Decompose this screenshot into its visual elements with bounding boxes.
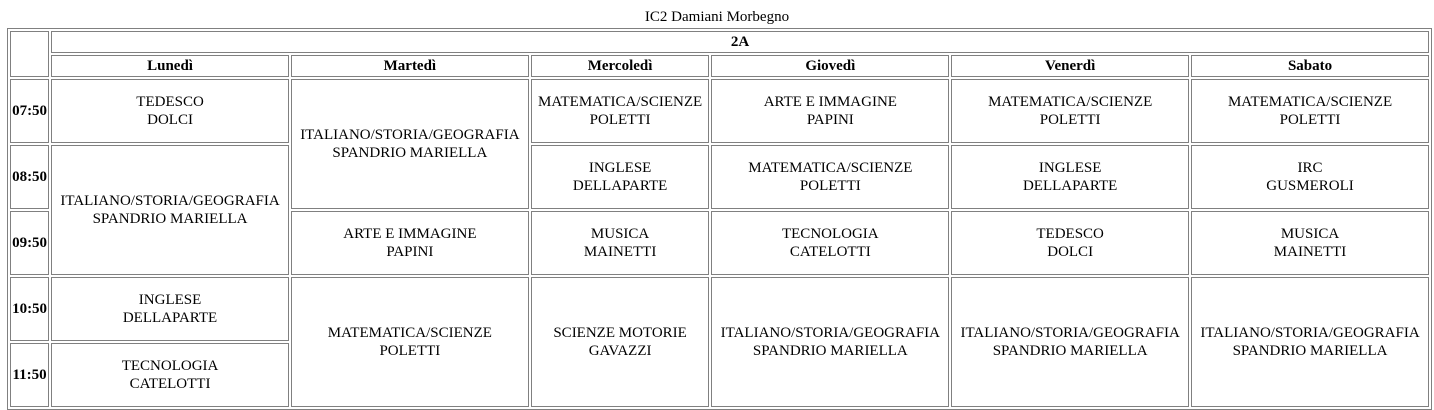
lesson-cell [51, 145, 289, 275]
lesson-subject: MUSICA [590, 226, 650, 242]
lesson-cell [531, 145, 710, 209]
lesson-subject: TECNOLOGIA [781, 226, 879, 242]
lesson-subject: ITALIANO/STORIA/GEOGRAFIA [300, 127, 520, 143]
lesson-cell [711, 79, 949, 143]
lesson-teacher: MAINETTI [583, 244, 657, 260]
lesson-subject: INGLESE [1038, 160, 1102, 176]
lesson-teacher: SPANDRIO MARIELLA [92, 211, 248, 227]
lesson-teacher: SPANDRIO MARIELLA [1232, 343, 1388, 359]
time-label: 11:50 [10, 343, 49, 407]
lesson-subject: SCIENZE MOTORIE [553, 325, 687, 341]
lesson-cell [711, 277, 949, 407]
lesson-cell [531, 277, 710, 407]
lesson-cell [711, 145, 949, 209]
lesson-subject: MUSICA [1280, 226, 1340, 242]
lesson-cell [1191, 277, 1429, 407]
day-header-saturday: Sabato [1191, 55, 1429, 77]
lesson-subject: MATEMATICA/SCIENZE [538, 94, 703, 110]
day-header-tuesday: Martedì [291, 55, 529, 77]
lesson-teacher: POLETTI [1279, 112, 1341, 128]
lesson-cell [1191, 211, 1429, 275]
day-header-wednesday: Mercoledì [531, 55, 710, 77]
lesson-cell [531, 79, 710, 143]
lesson-subject: ARTE E IMMAGINE [763, 94, 897, 110]
lesson-teacher: DOLCI [1047, 244, 1094, 260]
lesson-cell [291, 79, 529, 209]
lesson-cell [951, 277, 1189, 407]
lesson-subject: INGLESE [138, 292, 202, 308]
lesson-teacher: DELLAPARTE [572, 178, 668, 194]
time-label: 08:50 [10, 145, 49, 209]
day-header-friday: Venerdì [951, 55, 1189, 77]
lesson-cell [51, 277, 289, 341]
lesson-teacher: DELLAPARTE [1022, 178, 1118, 194]
time-label: 09:50 [10, 211, 49, 275]
day-header-monday: Lunedì [51, 55, 289, 77]
lesson-teacher: POLETTI [589, 112, 651, 128]
lesson-subject: ITALIANO/STORIA/GEOGRAFIA [60, 193, 280, 209]
lesson-subject: ITALIANO/STORIA/GEOGRAFIA [1200, 325, 1420, 341]
lesson-teacher: CATELOTTI [129, 376, 211, 392]
lesson-subject: ITALIANO/STORIA/GEOGRAFIA [960, 325, 1180, 341]
time-label: 07:50 [10, 79, 49, 143]
lesson-cell [291, 211, 529, 275]
lesson-teacher: SPANDRIO MARIELLA [992, 343, 1148, 359]
lesson-teacher: MAINETTI [1273, 244, 1347, 260]
lesson-subject: IRC [1297, 160, 1323, 176]
lesson-teacher: PAPINI [806, 112, 854, 128]
lesson-teacher: POLETTI [1039, 112, 1101, 128]
day-header-thursday: Giovedì [711, 55, 949, 77]
lesson-teacher: DOLCI [147, 112, 193, 128]
lesson-teacher: POLETTI [379, 343, 441, 359]
lesson-subject: TECNOLOGIA [121, 358, 219, 374]
lesson-subject: TEDESCO [1036, 226, 1104, 242]
lesson-cell [951, 145, 1189, 209]
lesson-teacher: POLETTI [799, 178, 861, 194]
lesson-cell [1191, 79, 1429, 143]
lesson-cell [291, 277, 529, 407]
lesson-teacher: PAPINI [386, 244, 434, 260]
timetable [7, 28, 1432, 410]
corner-cell [10, 31, 49, 77]
lesson-teacher: CATELOTTI [789, 244, 871, 260]
class-header: 2A [51, 31, 1429, 53]
lesson-cell [1191, 145, 1429, 209]
lesson-cell [51, 79, 289, 143]
lesson-teacher: DELLAPARTE [122, 310, 218, 326]
lesson-subject: ARTE E IMMAGINE [343, 226, 477, 242]
lesson-cell [951, 79, 1189, 143]
lesson-subject: MATEMATICA/SCIENZE [1227, 94, 1393, 110]
lesson-subject: TEDESCO [136, 94, 204, 110]
lesson-teacher: SPANDRIO MARIELLA [752, 343, 908, 359]
lesson-subject: INGLESE [588, 160, 652, 176]
lesson-teacher: GAVAZZI [588, 343, 652, 359]
lesson-subject: MATEMATICA/SCIENZE [748, 160, 913, 176]
time-label: 10:50 [10, 277, 49, 341]
lesson-cell [951, 211, 1189, 275]
lesson-cell [711, 211, 949, 275]
school-title: IC2 Damiani Morbegno [644, 9, 790, 25]
lesson-subject: ITALIANO/STORIA/GEOGRAFIA [720, 325, 940, 341]
lesson-teacher: GUSMEROLI [1266, 178, 1354, 194]
lesson-cell [51, 343, 289, 407]
lesson-subject: MATEMATICA/SCIENZE [327, 325, 492, 341]
lesson-cell [531, 211, 710, 275]
lesson-subject: MATEMATICA/SCIENZE [988, 94, 1153, 110]
lesson-teacher: SPANDRIO MARIELLA [332, 145, 488, 161]
